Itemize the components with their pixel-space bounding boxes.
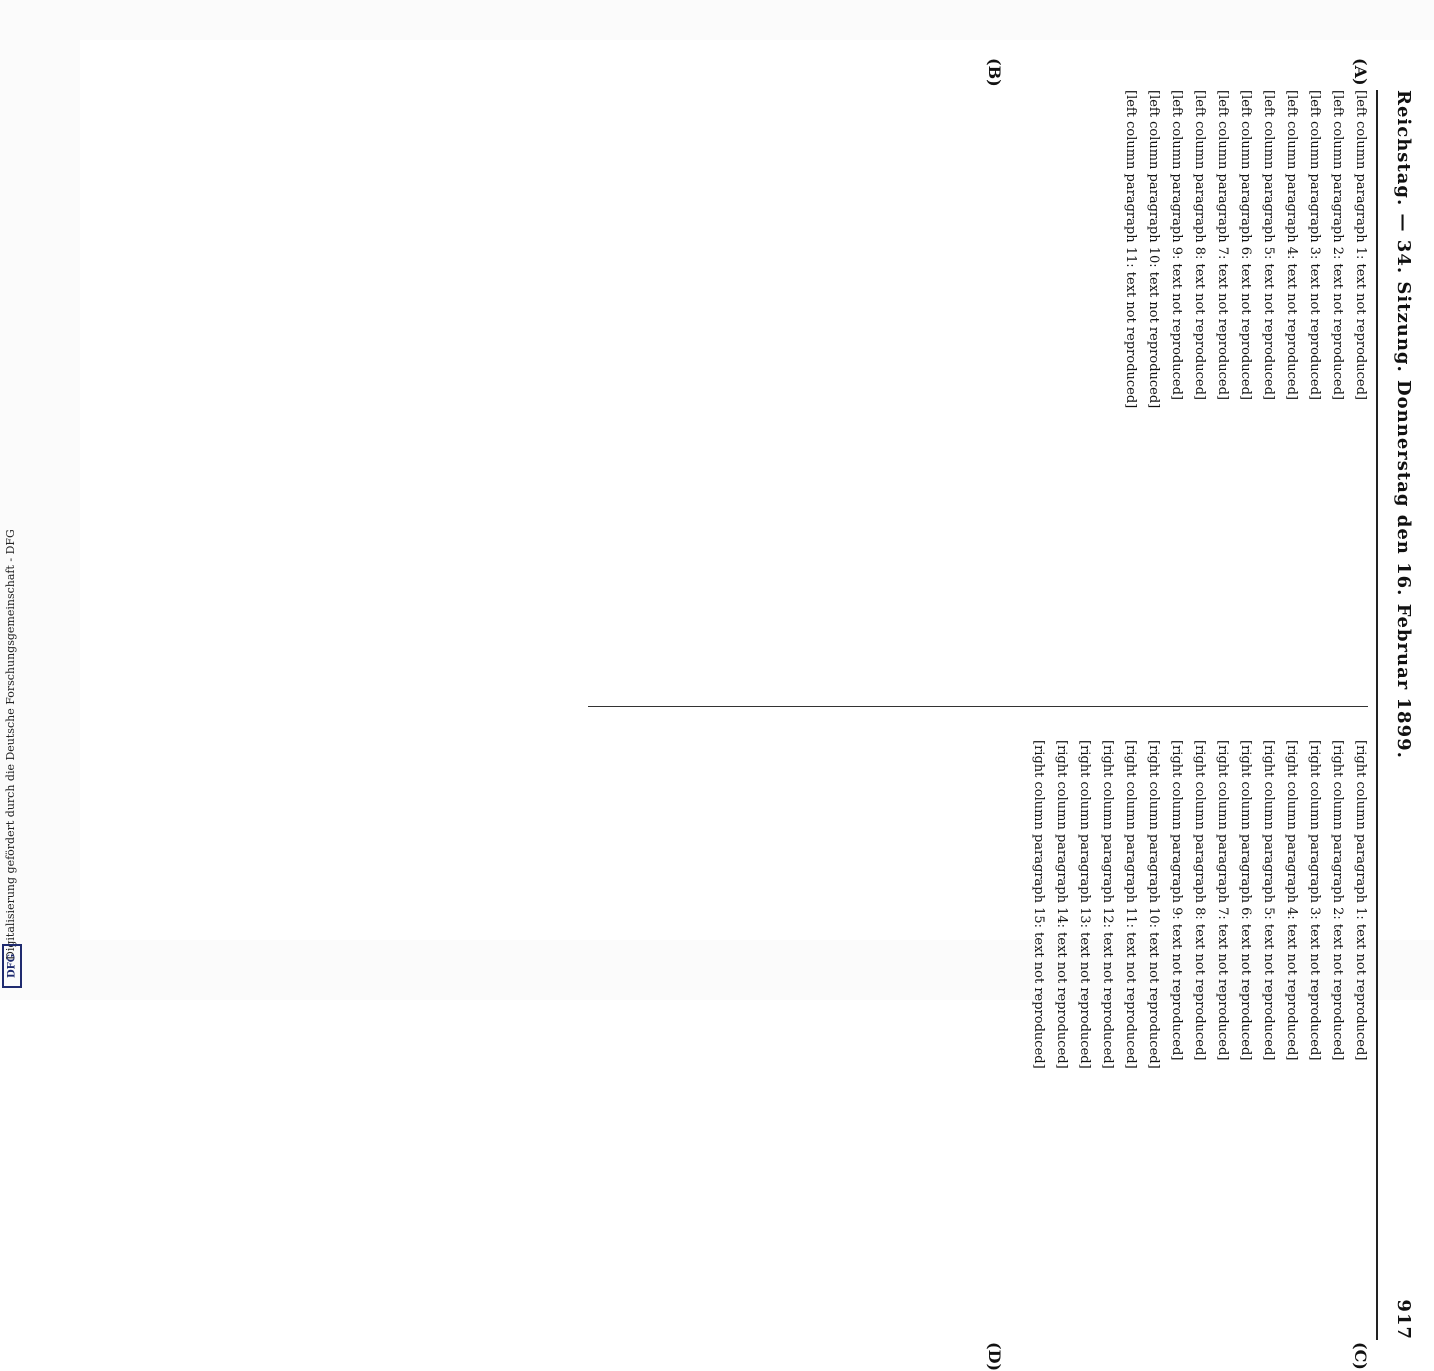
header-rule — [1376, 90, 1378, 1340]
paragraph: [right column paragraph 14: text not reproduced] — [1054, 740, 1069, 1069]
page-header — [1380, 90, 1414, 1340]
left-column — [588, 90, 1368, 690]
rotated-page-content — [80, 40, 1434, 1371]
paragraph: [right column paragraph 6: text not reproduced] — [1238, 740, 1253, 1061]
right-column — [588, 740, 1368, 1340]
paragraph: [left column paragraph 7: text not reproduced] — [1215, 90, 1230, 400]
paragraph: [left column paragraph 11: text not reproduced] — [1123, 90, 1138, 409]
paragraph: [left column paragraph 8: text not reproduced] — [1192, 90, 1207, 400]
paragraph: [right column paragraph 12: text not reproduced] — [1100, 740, 1115, 1069]
paragraph: [right column paragraph 4: text not reproduced] — [1284, 740, 1299, 1061]
margin-marker-c: (C) — [1351, 1342, 1370, 1370]
paragraph: [left column paragraph 2: text not reproduced] — [1330, 90, 1345, 400]
paragraph: [left column paragraph 5: text not reproduced] — [1261, 90, 1276, 400]
paragraph: [right column paragraph 5: text not reproduced] — [1261, 740, 1276, 1061]
running-head: Reichstag. — 34. Sitzung. Donnerstag den 16. Februar 1899. — [1393, 90, 1414, 759]
column-divider — [588, 706, 1368, 707]
paragraph: [right column paragraph 8: text not reproduced] — [1192, 740, 1207, 1061]
margin-marker-d: (D) — [985, 1342, 1004, 1371]
digitization-credit: Digitalisierung gefördert durch die Deutsche Forschungsgemeinschaft - DFG — [4, 529, 17, 960]
paragraph: [left column paragraph 1: text not reproduced] — [1353, 90, 1368, 400]
paragraph: [right column paragraph 3: text not reproduced] — [1307, 740, 1322, 1061]
paragraph: [right column paragraph 2: text not reproduced] — [1330, 740, 1345, 1061]
paragraph: [right column paragraph 1: text not reproduced] — [1353, 740, 1368, 1061]
paragraph: [right column paragraph 11: text not reproduced] — [1123, 740, 1138, 1069]
page-number: 917 — [1393, 1299, 1414, 1340]
margin-marker-a: (A) — [1351, 58, 1370, 86]
paragraph: [left column paragraph 3: text not reproduced] — [1307, 90, 1322, 400]
paragraph: [right column paragraph 13: text not reproduced] — [1077, 740, 1092, 1069]
paragraph: [left column paragraph 9: text not reproduced] — [1169, 90, 1184, 400]
paragraph: [right column paragraph 10: text not reproduced] — [1146, 740, 1161, 1069]
dfg-logo: DFG — [2, 944, 22, 988]
paragraph: [right column paragraph 15: text not reproduced] — [1031, 740, 1046, 1069]
paragraph: [left column paragraph 6: text not reproduced] — [1238, 90, 1253, 400]
paragraph: [right column paragraph 7: text not reproduced] — [1215, 740, 1230, 1061]
margin-marker-b: (B) — [985, 58, 1004, 87]
paragraph: [right column paragraph 9: text not reproduced] — [1169, 740, 1184, 1061]
paragraph: [left column paragraph 4: text not reproduced] — [1284, 90, 1299, 400]
paragraph: [left column paragraph 10: text not reproduced] — [1146, 90, 1161, 409]
